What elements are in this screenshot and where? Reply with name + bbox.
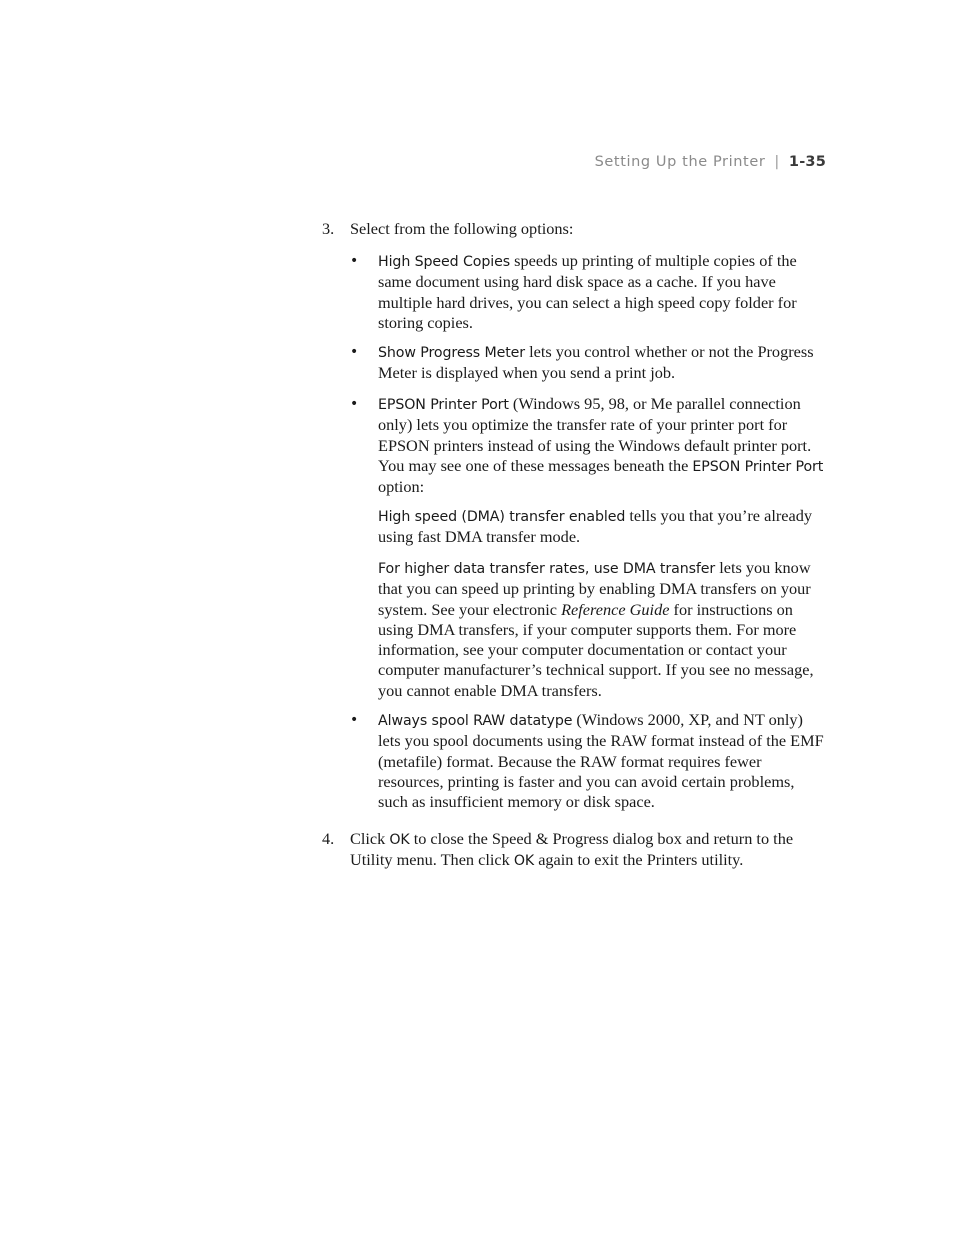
option-high-speed-copies xyxy=(350,251,828,333)
reference-guide-title: Reference Guide xyxy=(561,599,670,619)
option-epson-printer-port xyxy=(350,394,828,497)
message-text: tells you that you’re already using fast DMA transfer mode. xyxy=(378,506,812,547)
message-text-end: for instructions on using DMA transfers, if your computer supports them. For more information, see your computer documentation or contact your computer manufacturer’s technical support. If you see no message, you cannot enable DMA transfers. xyxy=(378,599,814,700)
bullet-point: • xyxy=(350,253,359,269)
section-title: Setting Up the Printer xyxy=(594,154,766,170)
message-name: High speed (DMA) transfer enabled xyxy=(378,509,626,525)
step-number: 3. xyxy=(322,219,335,238)
option-name: Always spool RAW datatype xyxy=(378,713,573,729)
message-text: lets you know that you can speed up printing by enabling DMA transfers on your system. See your electronic xyxy=(378,558,811,619)
bullet-point: • xyxy=(350,396,359,412)
step-text: Select from the following options: xyxy=(350,219,574,238)
running-header xyxy=(595,154,826,170)
option-description xyxy=(378,394,828,497)
option-name-inline: EPSON Printer Port xyxy=(692,458,824,475)
option-text-end: option: xyxy=(378,477,425,497)
step-3 xyxy=(322,219,828,239)
message-dma-enabled xyxy=(350,506,828,548)
option-name: EPSON Printer Port xyxy=(378,397,509,413)
option-description xyxy=(378,342,828,384)
message-description xyxy=(378,558,828,701)
bullet-point: • xyxy=(350,344,359,360)
step-text-part: Click xyxy=(350,829,390,848)
message-description xyxy=(378,506,828,548)
option-text: (Windows 2000, XP, and NT only) lets you spool documents using the RAW format instead of the EMF (metafile) format. Because the RAW format requires fewer resources, printing is faster and you can avoid certain problems, such as insufficient memory or disk space. xyxy=(378,710,824,812)
option-text: speeds up printing of multiple copies of the same document using hard disk space as a cache. If you have multiple hard drives, you can select a high speed copy folder for storing copies. xyxy=(378,251,797,332)
message-use-dma xyxy=(350,558,828,701)
message-name: For higher data transfer rates, use DMA transfer xyxy=(378,561,716,577)
ok-label: OK xyxy=(513,853,535,870)
option-description xyxy=(378,251,828,333)
option-text: (Windows 95, 98, or Me parallel connection only) lets you optimize the transfer rate of your printer port for EPSON printers instead of using the Windows default printer port. You may see one of these messages beneath the xyxy=(378,394,812,475)
step-text xyxy=(350,829,828,872)
option-show-progress-meter xyxy=(350,342,828,384)
option-text: lets you control whether or not the Progress Meter is displayed when you send a print job. xyxy=(378,342,814,383)
ok-label: OK xyxy=(389,832,410,848)
option-always-spool-raw xyxy=(350,710,828,812)
header-separator: | xyxy=(774,154,780,170)
option-name: High Speed Copies xyxy=(378,254,511,270)
step-4 xyxy=(322,829,828,872)
option-name: Show Progress Meter xyxy=(378,345,526,361)
option-description xyxy=(378,710,828,812)
step-text-part: again to exit the Printers utility. xyxy=(534,850,744,870)
bullet-point: • xyxy=(350,712,359,728)
step-text-part: to close the Speed & Progress dialog box and return to the Utility menu. Then click xyxy=(350,829,794,870)
page-number: 1-35 xyxy=(788,154,826,170)
step-number: 4. xyxy=(322,829,335,848)
